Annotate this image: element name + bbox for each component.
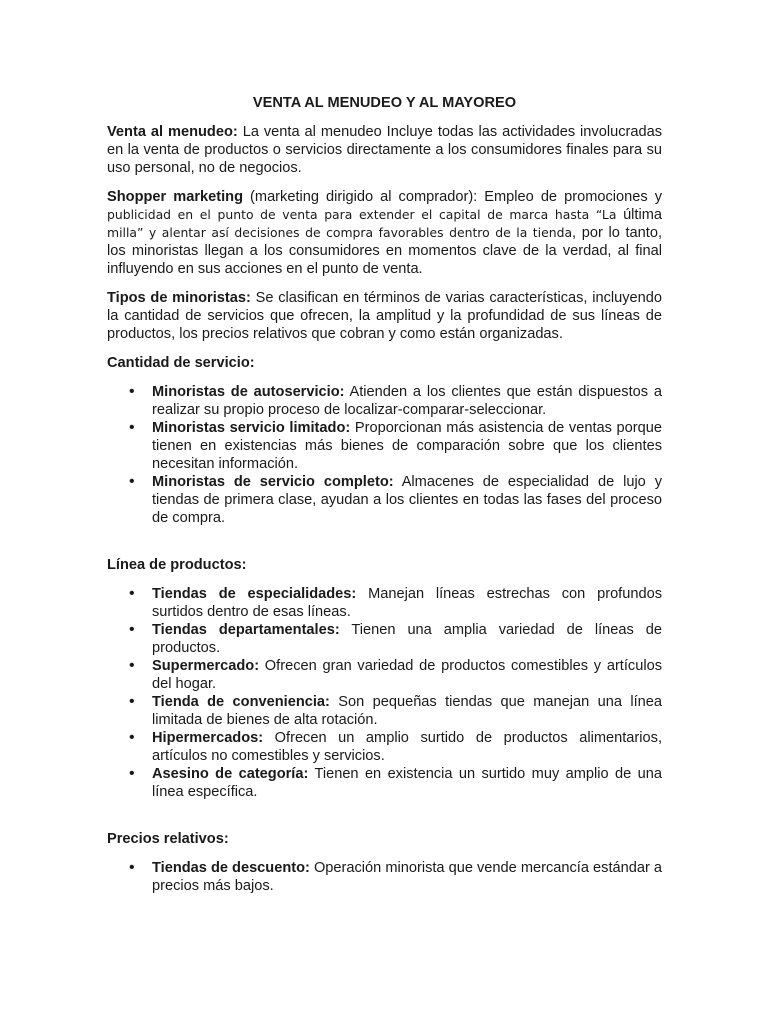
item-text: Tienen una amplia variedad de líneas de productos. (152, 622, 662, 656)
list-item (107, 419, 662, 473)
item-text: Manejan líneas estrechas con profundos surtidos dentro de esas líneas. (152, 586, 662, 620)
list-item (107, 765, 662, 801)
list-item (107, 383, 662, 419)
text-shopper-e: , por lo tanto, los minoristas llegan a los consumidores en momentos clave de la verdad, al final influyendo en sus acciones en el punto de venta. (107, 225, 662, 277)
list-item (107, 621, 662, 657)
item-text: Ofrecen gran variedad de productos comestibles y artículos del hogar. (152, 658, 662, 692)
item-term: Asesino de categoría: (152, 766, 309, 782)
text-shopper-c: última (623, 207, 662, 223)
item-term: Hipermercados: (152, 730, 264, 746)
item-term: Minoristas servicio limitado: (152, 420, 351, 436)
item-term: Minoristas de servicio completo: (152, 474, 394, 490)
heading-precios-relativos: Precios relativos: (107, 831, 229, 847)
item-text: Operación minorista que vende mercancía estándar a precios más bajos. (152, 860, 662, 894)
item-term: Tiendas de especialidades: (152, 586, 357, 602)
item-text: Ofrecen un amplio surtido de productos alimentarios, artículos no comestibles y servicios. (152, 730, 662, 764)
term-venta-menudeo: Venta al menudeo: (107, 124, 238, 140)
list-item (107, 859, 662, 895)
document-page (107, 94, 662, 895)
document-title: VENTA AL MENUDEO Y AL MAYOREO (252, 95, 517, 111)
item-text: Atienden a los clientes que están dispuestos a realizar su propio proceso de localizar-comparar-seleccionar. (152, 384, 662, 418)
item-term: Tiendas de descuento: (152, 860, 310, 876)
heading-linea-productos: Línea de productos: (107, 557, 247, 573)
term-tipos-minoristas: Tipos de minoristas: (107, 290, 251, 306)
item-term: Tienda de conveniencia: (152, 694, 330, 710)
paragraph-tipos-minoristas (107, 289, 662, 343)
item-term: Supermercado: (152, 658, 260, 674)
item-term: Tiendas departamentales: (152, 622, 340, 638)
list-item (107, 657, 662, 693)
list-item (107, 585, 662, 621)
list-item (107, 473, 662, 527)
term-shopper-marketing: Shopper marketing (107, 189, 243, 205)
text-shopper-b: publicidad en el punto de venta para extender el capital de marca hasta “La (107, 207, 624, 222)
paragraph-venta-menudeo (107, 123, 662, 177)
item-text: Son pequeñas tiendas que manejan una línea limitada de bienes de alta rotación. (152, 694, 662, 728)
list-item (107, 693, 662, 729)
text-venta-menudeo: La venta al menudeo Incluye todas las actividades involucradas en la venta de productos o servicios directamente a los consumidores finales para su uso personal, no de negocios. (107, 124, 662, 176)
item-text: Almacenes de especialidad de lujo y tiendas de primera clase, ayudan a los clientes en todas las fases del proceso de compra. (152, 474, 662, 526)
list-cantidad-servicio (107, 383, 662, 527)
text-shopper-a: (marketing dirigido al comprador): Empleo de promociones y (243, 189, 663, 205)
list-linea-productos (107, 585, 662, 801)
item-text: Tienen en existencia un surtido muy amplio de una línea específica. (152, 766, 662, 800)
text-tipos-minoristas: Se clasifican en términos de varias características, incluyendo la cantidad de servicios que ofrecen, la amplitud y la profundidad de sus líneas de productos, los precios relativos que cobran y como están organizadas. (107, 290, 663, 342)
item-term: Minoristas de autoservicio: (152, 384, 345, 400)
list-precios-relativos (107, 859, 662, 895)
paragraph-shopper-marketing (107, 188, 662, 278)
heading-cantidad-servicio: Cantidad de servicio: (107, 355, 255, 371)
text-shopper-d: milla” y alentar así decisiones de compra favorables dentro de la tienda (107, 225, 573, 240)
item-text: Proporcionan más asistencia de ventas porque tienen en existencias más bienes de comparación sobre que los clientes necesitan información. (152, 420, 662, 472)
list-item (107, 729, 662, 765)
